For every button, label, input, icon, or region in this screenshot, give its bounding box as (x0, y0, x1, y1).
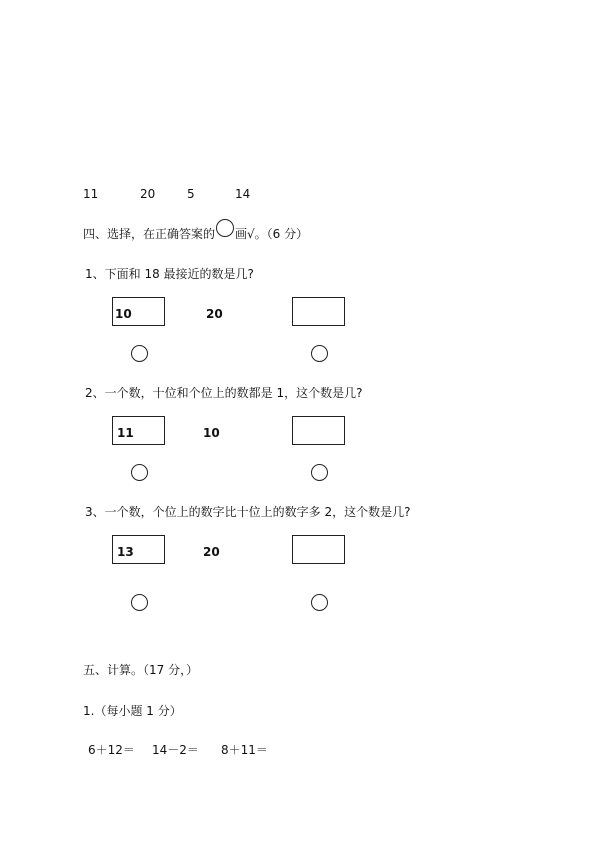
answer-circle[interactable] (131, 345, 148, 362)
answer-circle[interactable] (131, 594, 148, 611)
calc-problem: 6＋12＝ (88, 743, 135, 757)
answer-circle[interactable] (131, 464, 148, 481)
answer-circle[interactable] (311, 345, 328, 362)
answer-box (292, 535, 345, 564)
answer-box-value: 11 (117, 426, 134, 440)
section5-subheading: 1.（每小题 1 分） (83, 704, 182, 718)
answer-box (292, 297, 345, 326)
calc-problem: 14－2＝ (152, 743, 199, 757)
number-item: 14 (235, 187, 251, 201)
middle-number: 10 (203, 426, 220, 440)
answer-box (112, 535, 165, 564)
number-item: 11 (83, 187, 99, 201)
answer-circle[interactable] (311, 464, 328, 481)
section4-heading-suffix: 画√。（6 分） (235, 227, 309, 241)
middle-number: 20 (203, 545, 220, 559)
question-text: 3、一个数，个位上的数字比十位上的数字多 2，这个数是几? (85, 505, 411, 519)
answer-box (112, 416, 165, 445)
number-item: 20 (140, 187, 156, 201)
question-text: 2、一个数，十位和个位上的数都是 1，这个数是几? (85, 386, 363, 400)
question-text: 1、下面和 18 最接近的数是几? (85, 267, 254, 281)
middle-number: 20 (206, 307, 223, 321)
number-item: 5 (187, 187, 195, 201)
answer-box-value: 13 (117, 545, 134, 559)
circle-icon (216, 219, 234, 237)
answer-box-value: 10 (115, 307, 132, 321)
answer-circle[interactable] (311, 594, 328, 611)
section5-heading: 五、计算。（17 分，） (83, 663, 199, 677)
section4-heading-prefix: 四、选择，在正确答案的 (83, 227, 216, 241)
answer-box (292, 416, 345, 445)
calc-problem: 8＋11＝ (221, 743, 268, 757)
answer-box (112, 297, 165, 326)
